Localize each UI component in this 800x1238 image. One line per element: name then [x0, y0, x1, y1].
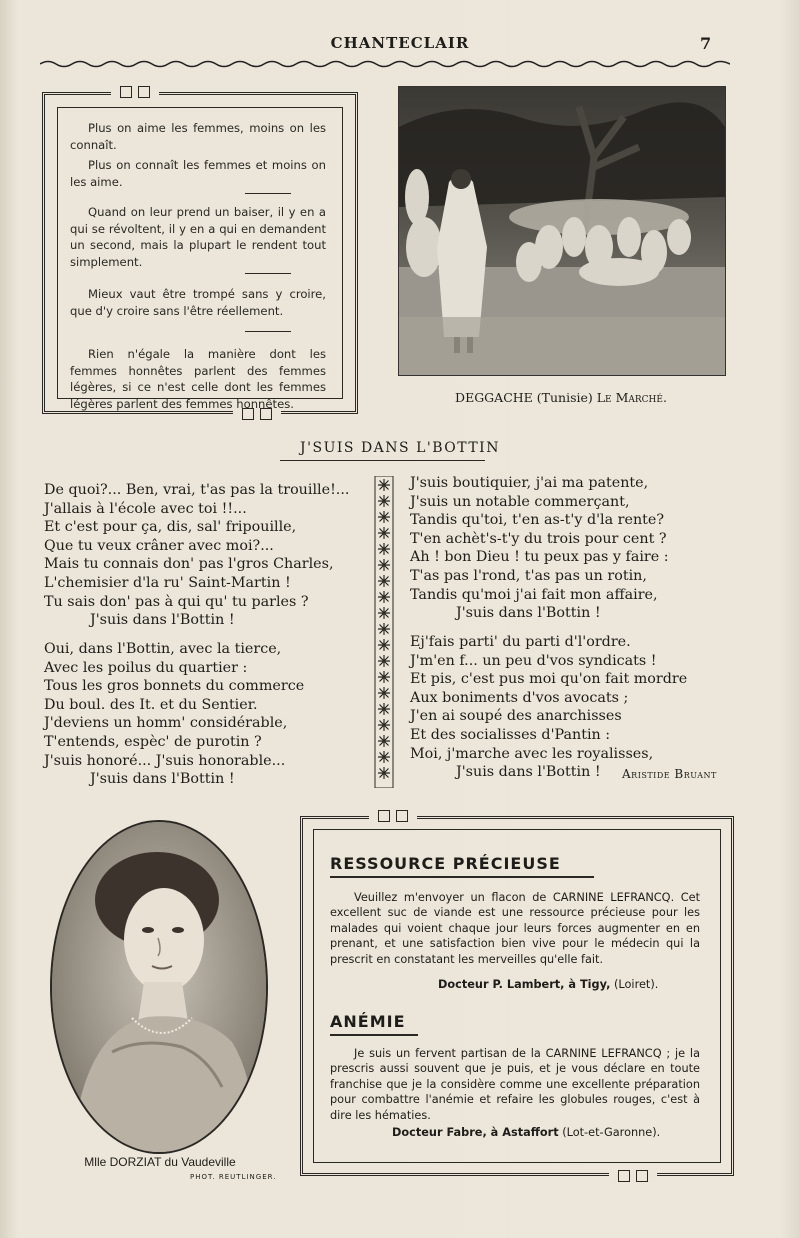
- market-photo: [398, 86, 726, 376]
- verse-line: Et c'est pour ça, dis, sal' fripouille,: [44, 519, 297, 536]
- poem-left-stanza-1: [44, 481, 349, 630]
- verse-line: De quoi?... Ben, vrai, t'as pas la trouille!...: [44, 482, 350, 498]
- portrait-photo: [50, 820, 268, 1154]
- advert-text-2: Je suis un fervent partisan de la CARNINE LEFRANCQ ; je la prescris aussi souvent que je puis, et je vous déclare en toute franchise que je la considère comme une excellente préparation pour combattre l'anémie et refaire les globules rouges, c'est à dire les hématies.: [330, 1047, 700, 1122]
- poem-right-stanza-1: [410, 474, 669, 623]
- advert-signature-1: [438, 978, 658, 991]
- verse-line: Tous les gros bonnets du commerce: [44, 678, 305, 695]
- verse-line: J'suis honoré... J'suis honorable...: [44, 752, 286, 769]
- quote-1: Plus on aime les femmes, moins on les connaît.: [70, 121, 326, 152]
- header-wave-rule: [40, 58, 730, 68]
- market-photo-caption: [398, 390, 724, 405]
- verse-line: T'entends, espèc' de purotin ?: [44, 733, 262, 750]
- verse-line: Mais tu connais don' pas l'gros Charles,: [44, 556, 334, 573]
- verse-line: Aux boniments d'vos avocats ;: [410, 689, 629, 706]
- verse-line: T'en achèt's-t'y du trois pour cent ?: [410, 530, 667, 547]
- caption-place: DEGGACHE (Tunisie): [455, 390, 593, 405]
- masthead-title: CHANTECLAIR: [330, 34, 470, 52]
- quote-4: Mieux vaut être trompé sans y croire, que d'y croire sans l'être réellement.: [70, 287, 326, 318]
- quote-divider: [245, 331, 291, 332]
- advert-text-1: Veuillez m'envoyer un flacon de CARNINE LEFRANCQ. Cet excellent suc de viande est une ressource précieuse pour les malades qui voient chaque jour leurs forces augmenter en en prenant, et une satisfaction bien vive pour le médecin qui la prescrit en constatant les merveilles qu'elle fait.: [330, 891, 700, 966]
- advert-paragraph-2: [330, 1046, 700, 1123]
- quotes-text: [70, 120, 326, 412]
- verse-line: Moi, j'marche avec les royalisses,: [410, 745, 654, 762]
- verse-line: J'suis un notable commerçant,: [410, 493, 630, 510]
- verse-line: J'allais à l'école avec toi !!...: [44, 500, 247, 517]
- photo-credit: PHOT. REUTLINGER.: [190, 1173, 277, 1181]
- poem-ornament-column: [374, 476, 394, 788]
- verse-line: T'as pas l'rond, t'as pas un rotin,: [410, 567, 647, 584]
- verse-line: Oui, dans l'Bottin, avec la tierce,: [44, 641, 282, 657]
- poem-title: J'SUIS DANS L'BOTTIN: [300, 440, 500, 456]
- verse-line: Et des socialisses d'Pantin :: [410, 726, 611, 743]
- quote-5: Rien n'égale la manière dont les femmes honnêtes parlent des femmes légères, si ce n'est celle dont les femmes légères parlent des femmes honnêtes.: [70, 347, 326, 411]
- advert-heading-2-underline: [330, 1034, 418, 1036]
- verse-line: Avec les poilus du quartier :: [44, 659, 248, 676]
- poem-left-stanza-2: [44, 640, 304, 789]
- verse-line: Et pis, c'est pus moi qu'on fait mordre: [410, 671, 688, 688]
- advert-heading-1-underline: [330, 876, 594, 878]
- verse-refrain: J'suis dans l'Bottin !: [456, 764, 601, 781]
- verse-line: L'chemisier d'la ru' Saint-Martin !: [44, 574, 291, 591]
- doctor-name-1: Docteur P. Lambert, à Tigy,: [438, 978, 611, 991]
- portrait-caption: Mlle DORZIAT du Vaudeville: [84, 1155, 236, 1169]
- poem-right-stanza-2: [410, 633, 687, 782]
- verse-line: Ah ! bon Dieu ! tu peux pas y faire :: [410, 549, 669, 566]
- verse-line: Tandis qu'moi j'ai fait mon affaire,: [410, 586, 658, 603]
- verse-line: Tu sais don' pas à qui qu' tu parles ?: [44, 593, 309, 610]
- advert-paragraph-1: [330, 890, 700, 967]
- advert-heading-1: RESSOURCE PRÉCIEUSE: [330, 854, 561, 873]
- quote-divider: [245, 273, 291, 274]
- verse-line: Tandis qu'toi, t'en as-t'y d'la rente?: [410, 512, 665, 529]
- advert-heading-2: ANÉMIE: [330, 1012, 406, 1031]
- doctor-name-2: Docteur Fabre, à Astaffort: [392, 1126, 559, 1139]
- box-ornament-bottom: [609, 1170, 657, 1182]
- quote-divider: [245, 193, 291, 194]
- poem-author: Aristide Bruant: [622, 767, 717, 781]
- quote-3: Quand on leur prend un baiser, il y en a qui se révoltent, il y en a qui en demandent un second, mais la plupart le rendent tout simplement.: [70, 205, 326, 269]
- box-ornament-top: [111, 86, 159, 98]
- verse-refrain: J'suis dans l'Bottin !: [90, 771, 235, 788]
- page-number: 7: [700, 34, 712, 53]
- verse-line: J'suis boutiquier, j'ai ma patente,: [410, 475, 649, 491]
- advert-signature-2: [392, 1126, 660, 1139]
- verse-refrain: J'suis dans l'Bottin !: [90, 612, 235, 629]
- verse-line: J'deviens un homm' considérable,: [44, 715, 288, 732]
- doctor-place-1: (Loiret).: [614, 978, 659, 991]
- verse-refrain: J'suis dans l'Bottin !: [456, 605, 601, 622]
- doctor-place-2: (Lot-et-Garonne).: [562, 1126, 661, 1139]
- caption-title: Le Marché.: [596, 390, 667, 405]
- verse-line: Ej'fais parti' du parti d'l'ordre.: [410, 634, 631, 650]
- verse-line: J'm'en f... un peu d'vos syndicats !: [410, 652, 657, 669]
- verse-line: J'en ai soupé des anarchisses: [410, 708, 622, 725]
- quote-2: Plus on connaît les femmes et moins on les aime.: [70, 158, 326, 189]
- verse-line: Que tu veux crâner avec moi?...: [44, 537, 274, 554]
- poem-title-underline: [280, 460, 485, 461]
- box-ornament-top: [369, 810, 417, 822]
- verse-line: Du boul. des It. et du Sentier.: [44, 696, 258, 713]
